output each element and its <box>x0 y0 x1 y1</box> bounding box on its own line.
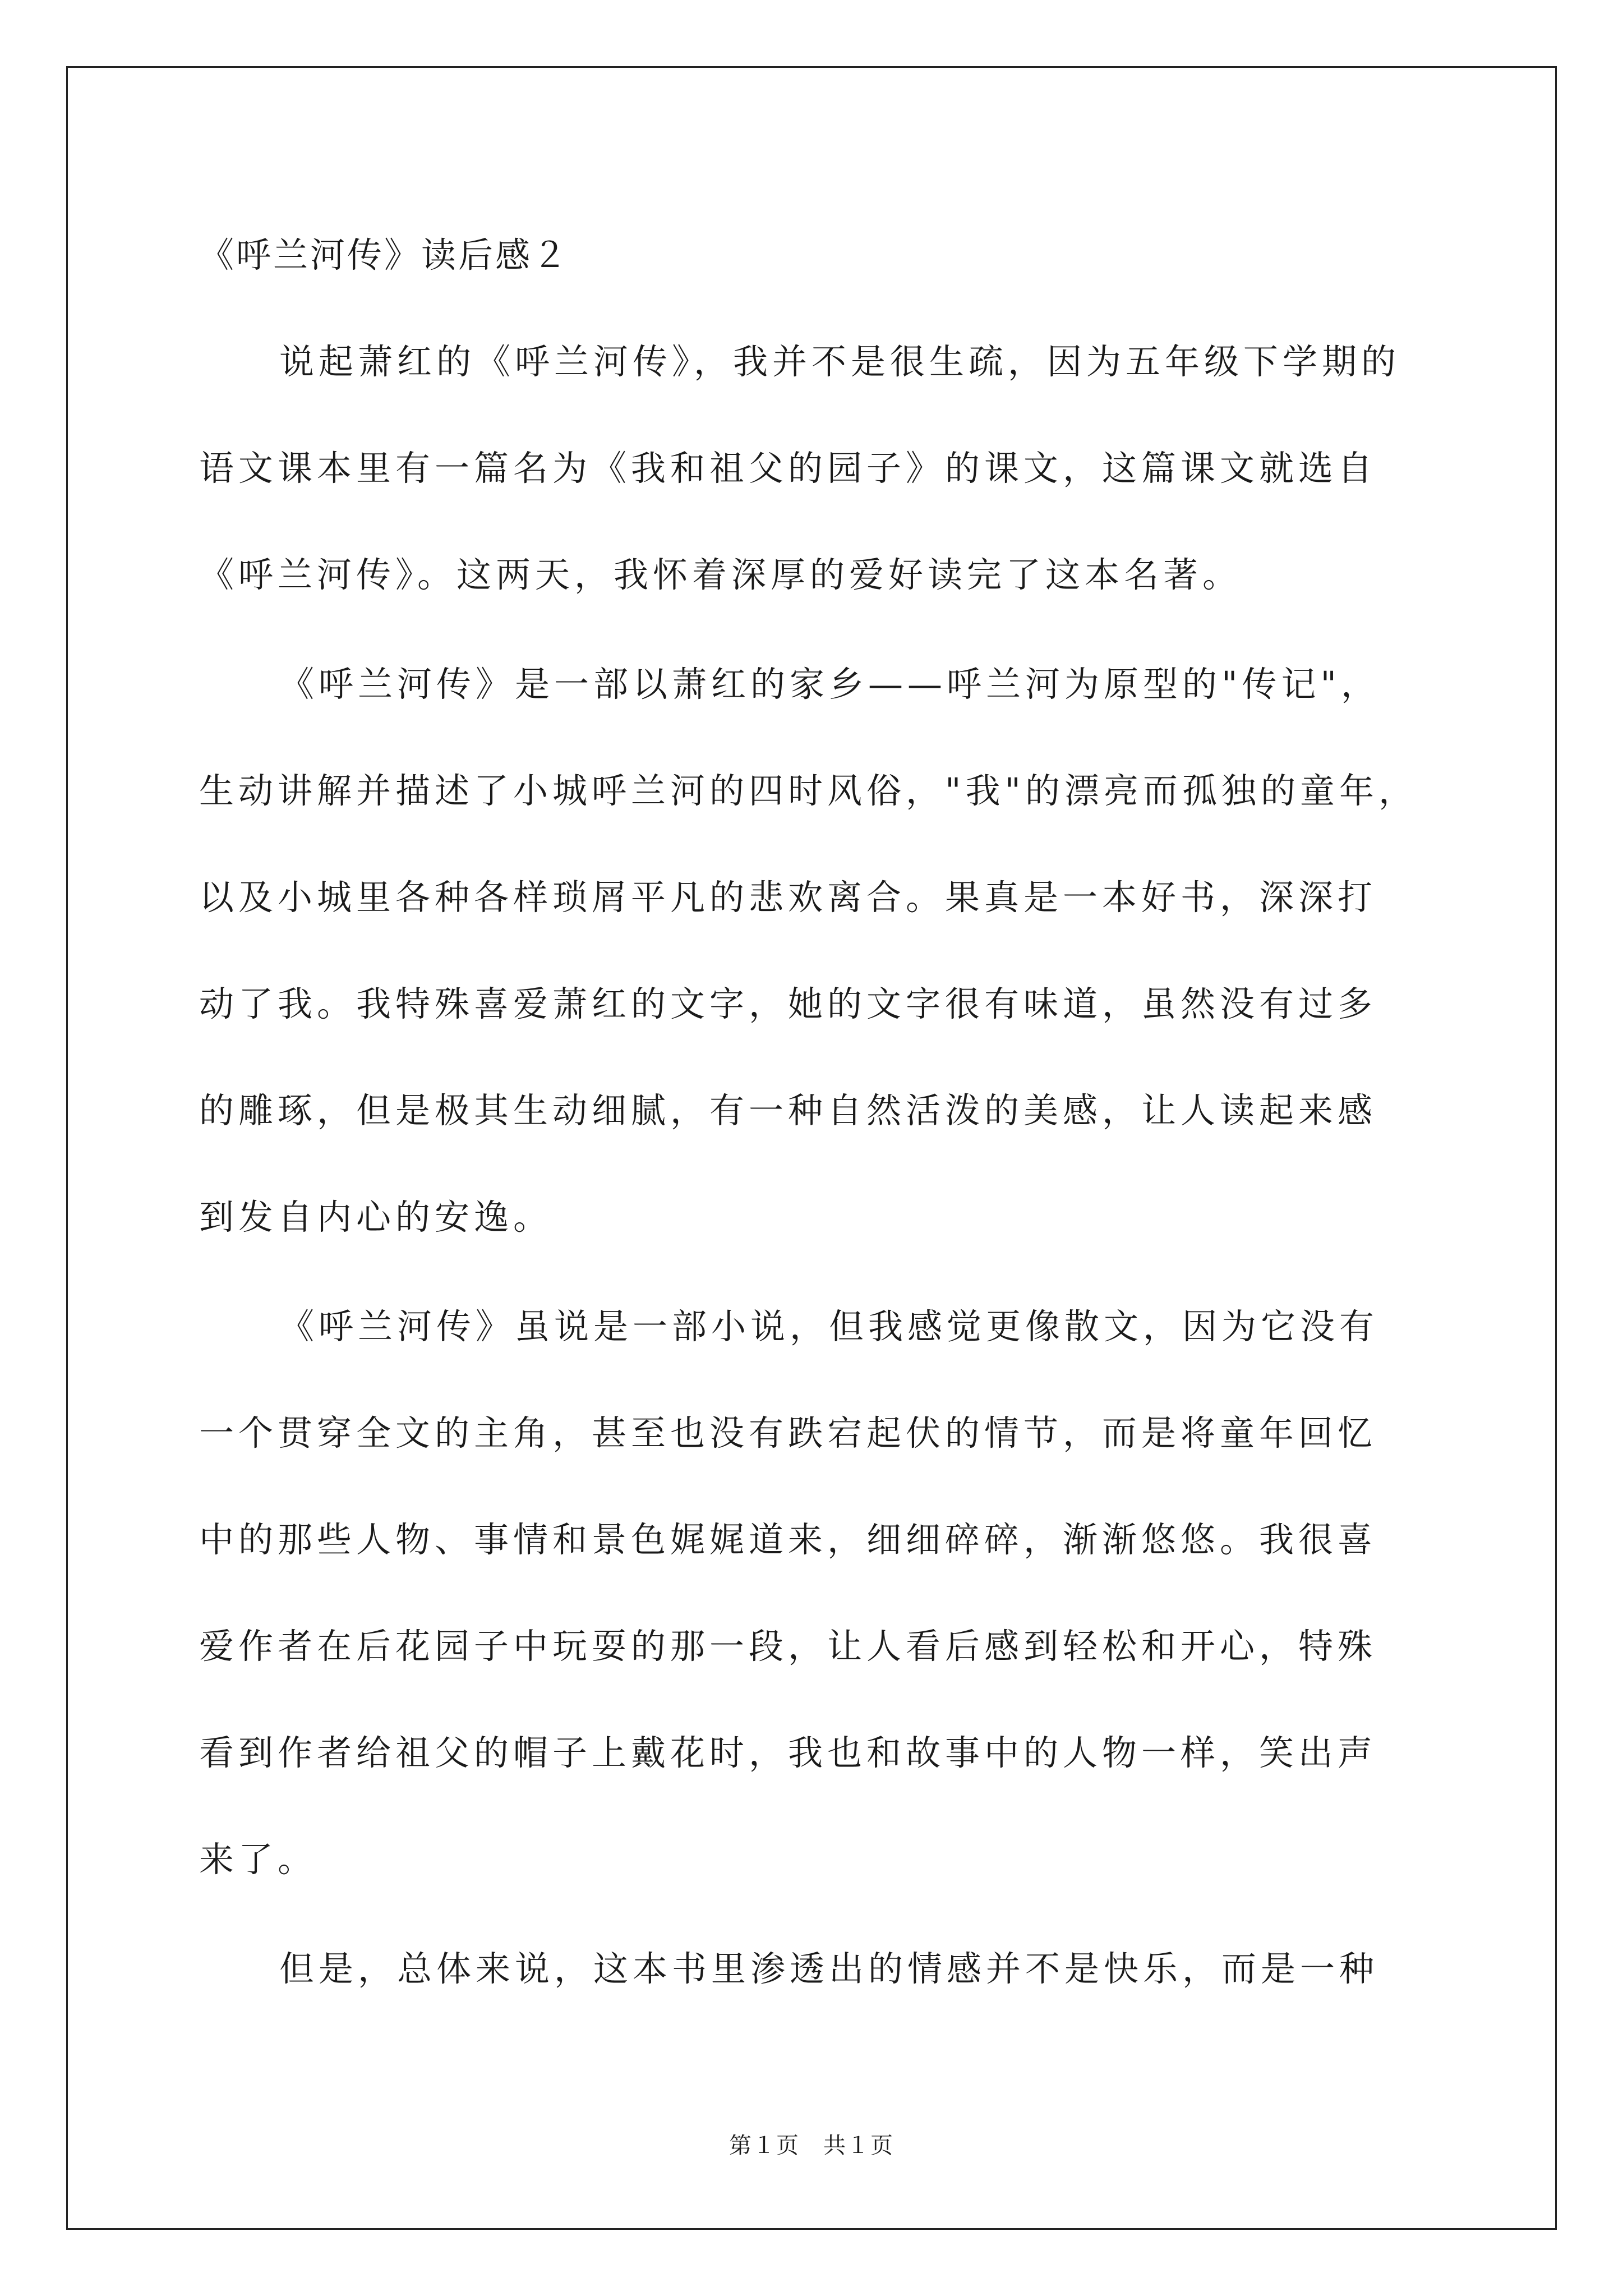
paragraph-2-line-5: 的雕琢，但是极其生动细腻，有一种自然活泼的美感，让人读起来感 <box>199 1090 1377 1131</box>
paragraph-3-line-2: 一个贯穿全文的主角，甚至也没有跌宕起伏的情节，而是将童年回忆 <box>199 1412 1377 1453</box>
paragraph-2-line-6: 到发自内心的安逸。 <box>199 1197 553 1237</box>
paragraph-3-line-4: 爱作者在后花园子中玩耍的那一段，让人看后感到轻松和开心，特殊 <box>199 1626 1377 1667</box>
paragraph-3-line-6: 来了。 <box>199 1839 317 1880</box>
paragraph-1-line-1: 说起萧红的《呼兰河传》，我并不是很生疏，因为五年级下学期的 <box>279 341 1401 382</box>
paragraph-2-line-3: 以及小城里各种各样琐屑平凡的悲欢离合。果真是一本好书，深深打 <box>199 877 1377 918</box>
paragraph-4-line-1: 但是，总体来说，这本书里渗透出的情感并不是快乐，而是一种 <box>279 1948 1379 1989</box>
paragraph-3-line-3: 中的那些人物、事情和景色娓娓道来，细细碎碎，渐渐悠悠。我很喜 <box>199 1519 1377 1560</box>
paragraph-3-line-5: 看到作者给祖父的帽子上戴花时，我也和故事中的人物一样，笑出声 <box>199 1732 1377 1773</box>
paragraph-2-line-2: 生动讲解并描述了小城呼兰河的四时风俗，"我"的漂亮而孤独的童年， <box>199 770 1418 811</box>
paragraph-1-line-2: 语文课本里有一篇名为《我和祖父的园子》的课文，这篇课文就选自 <box>199 448 1377 489</box>
document-title: 《呼兰河传》读后感２ <box>199 234 570 275</box>
paragraph-2-line-1: 《呼兰河传》是一部以萧红的家乡——呼兰河为原型的"传记"， <box>279 664 1381 705</box>
paragraph-1-line-3: 《呼兰河传》。这两天，我怀着深厚的爱好读完了这本名著。 <box>199 554 1242 595</box>
paragraph-2-line-4: 动了我。我特殊喜爱萧红的文字，她的文字很有味道，虽然没有过多 <box>199 983 1377 1024</box>
page-number: 第１页 共１页 <box>729 2133 894 2159</box>
paragraph-3-line-1: 《呼兰河传》虽说是一部小说，但我感觉更像散文，因为它没有 <box>279 1306 1379 1347</box>
